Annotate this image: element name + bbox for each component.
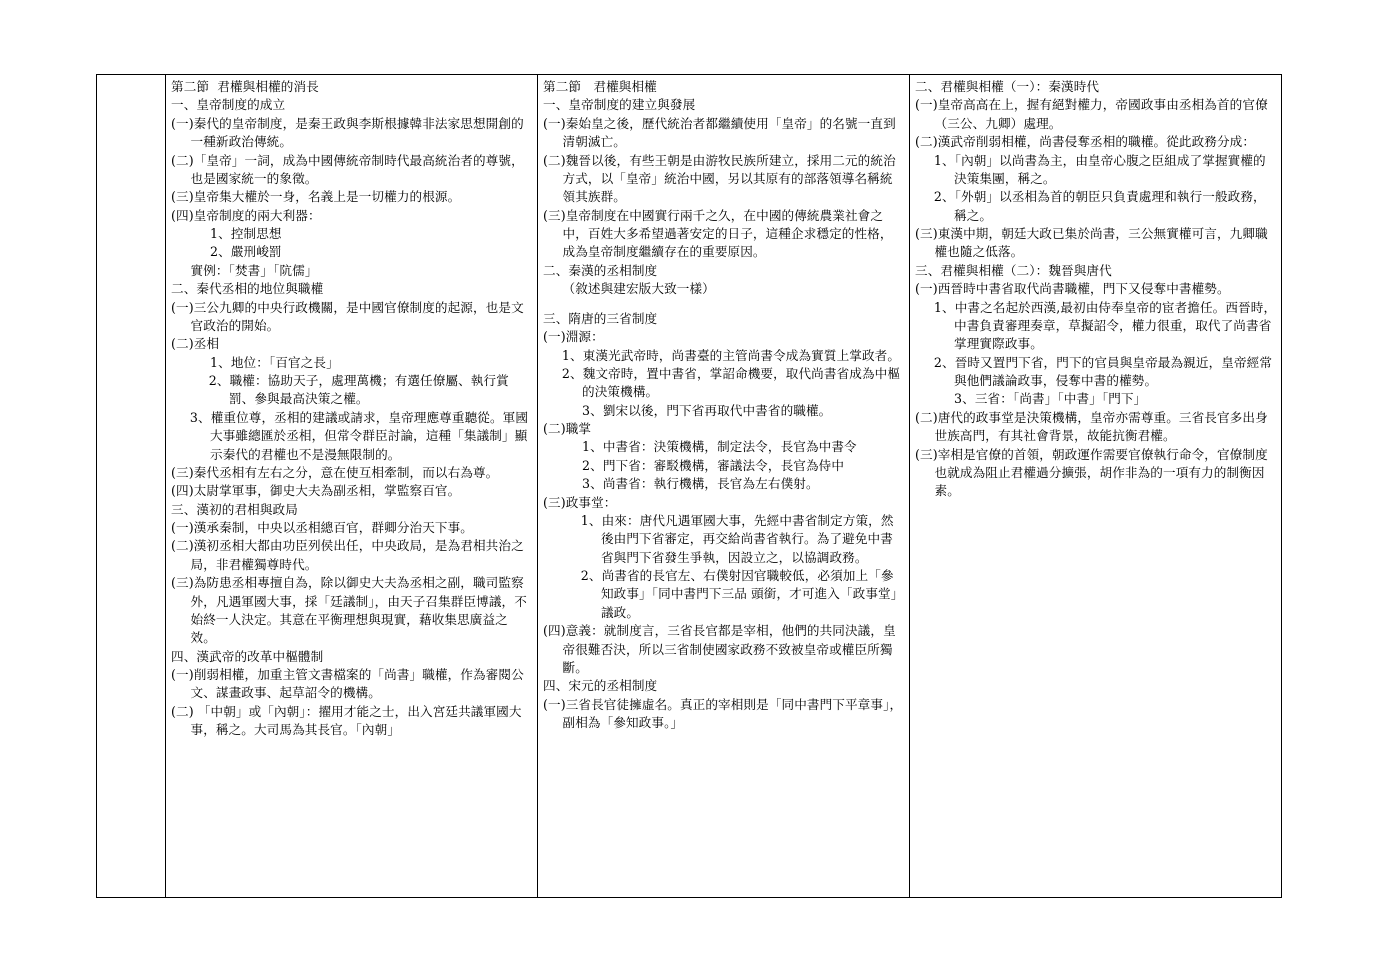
text-line: (一)秦始皇之後，歷代統治者都繼續使用「皇帝」的名號一直到清朝滅亡。: [543, 115, 896, 150]
text-line: (四)皇帝制度的兩大利器：: [171, 207, 321, 223]
text-line: (三)宰相是官僚的首領，朝政運作需要官僚執行命令，官僚制度也就成為阻止君權過分擴張，胡作非為的一項有力的制衡因素。: [915, 446, 1268, 499]
text-line: 3、劉宋以後，門下省再取代中書省的職權。: [582, 402, 832, 418]
text-line: (一)西晉時中書省取代尚書職權，門下又侵奪中書權勢。: [915, 281, 1230, 297]
text-line: (三)政事堂：: [543, 494, 617, 510]
column-three-cell: [910, 75, 1282, 898]
text-line: (四)意義：就制度言，三省長官都是宰相，他們的共同決議，皇帝很難否決，所以三省制使國家政務不致被皇帝或權臣所獨斷。: [543, 623, 896, 675]
text-line: 1、由來：唐代凡遇軍國大事，先經中書省制定方策，然後由門下省審定，再交給尚書省執行。為了避免中書省與門下省發生爭執，因設立之，以協調政務。: [580, 512, 894, 565]
text-line: (一)三省長官徒擁虛名。真正的宰相則是「同中書門下平章事」，副相為「參知政事。」: [543, 696, 903, 731]
text-line: (二) 「中朝」或「內朝」：擢用才能之士，出入宮廷共議軍國大事，稱之。大司馬為其長官。「內朝」: [171, 703, 522, 738]
text-line: (四)太尉掌軍事，御史大夫為副丞相，掌監察百官。: [171, 483, 461, 499]
table-row: [97, 75, 1282, 898]
text-line: 2、魏文帝時，置中書省，掌詔命機要，取代尚書省成為中樞的決策機構。: [561, 365, 901, 400]
text-line: 1、東漢光武帝時，尚書臺的主管尚書令成為實質上掌政者。: [561, 347, 901, 363]
column-two-cell: [538, 75, 910, 898]
text-line: (一)淵源：: [543, 329, 604, 345]
text-line: 1、中書省：決策機構，制定法令，長官為中書令: [582, 439, 857, 455]
text-line: 2、職權：協助天子，處理萬機；有選任僚屬、執行賞罰、參與最高決策之權。: [208, 373, 509, 407]
text-line: 第二節 君權與相權的消長: [171, 79, 319, 94]
text-line: 三、君權與相權（二）：魏晉與唐代: [915, 262, 1112, 278]
text-line: (三)為防患丞相專擅自為，除以御史大夫為丞相之副，職司監察外，凡遇軍國大事，採「廷議制」，由天子召集群臣博議，不始終一人決定。其意在平衡理想與現實，藉收集思廣益之效。: [171, 575, 527, 646]
text-line: (一)秦代的皇帝制度，是秦王政與李斯根據韓非法家思想開創的一種新政治傳統。: [171, 115, 524, 150]
text-line: (三)秦代丞相有左右之分，意在使互相牽制，而以右為尊。: [171, 464, 499, 480]
margin-cell: [97, 75, 166, 898]
text-line: 實例：「焚書」「阬儒」: [190, 262, 318, 278]
text-line: (一)三公九卿的中央行政機關，是中國官僚制度的起源，也是文官政治的開始。: [171, 299, 524, 333]
text-line: 2、嚴刑峻罰: [210, 244, 282, 260]
text-line: (二)「皇帝」一詞，成為中國傳統帝制時代最高統治者的尊號，也是國家統一的象徵。: [171, 152, 524, 186]
text-line: 1、中書之名起於西漢,最初由侍奉皇帝的宦者擔任。西晉時，中書負責審理奏章，草擬詔令，權力很重，取代了尚書省掌理實際政事。: [933, 299, 1277, 352]
text-line: 一、皇帝制度的成立: [171, 97, 286, 113]
text-line: 2、「外朝」以丞相為首的朝臣只負責處理和執行一般政務，稱之。: [933, 189, 1266, 223]
text-line: 1、「內朝」以尚書為主，由皇帝心腹之臣組成了掌握實權的決策集團，稱之。: [933, 152, 1266, 186]
text-line: 二、秦漢的丞相制度: [543, 262, 658, 278]
text-line: 1、地位：「百官之長」: [210, 354, 339, 370]
text-line: 二、秦代丞相的地位與職權: [171, 281, 324, 297]
text-line: (一)漢承秦制，中央以丞相總百官，群卿分治天下事。: [171, 520, 473, 535]
text-line: (二)丞相: [171, 336, 220, 352]
notes-table: [96, 74, 1282, 898]
text-line: [543, 299, 905, 310]
text-line: (三)東漢中期，朝廷大政已集於尚書，三公無實權可言，九卿職權也隨之低落。: [915, 226, 1268, 260]
text-line: 3、尚書省：執行機構，長官為左右僕射。: [582, 476, 819, 492]
text-line: (二)魏晉以後，有些王朝是由游牧民族所建立，採用二元的統治方式，以「皇帝」統治中國，另以其原有的部落領導名稱統領其族群。: [543, 152, 896, 205]
text-line: (三)皇帝集大權於一身，名義上是一切權力的根源。: [171, 189, 461, 205]
text-line: 2、門下省：審駁機構，審議法令，長官為侍中: [582, 457, 845, 473]
text-line: (二)漢初丞相大都由功臣列侯出任，中央政局，是為君相共治之局，非君權獨尊時代。: [171, 538, 524, 572]
column-one-cell: [166, 75, 538, 898]
text-line: 2、尚書省的長官左、右僕射因官職較低，必須加上「參知政事」「同中書門下三品 頭銜，才可進入「政事堂」議政。: [580, 568, 904, 620]
column-three-body: [915, 78, 1277, 501]
text-line: 第二節 君權與相權: [543, 79, 657, 94]
text-line: 四、漢武帝的改革中樞體制: [171, 648, 324, 664]
text-line: (一)削弱相權，加重主管文書檔案的「尚書」職權，作為審閱公文、謀畫政事、起草詔令的機構。: [171, 667, 524, 701]
text-line: 一、皇帝制度的建立與發展: [543, 97, 696, 113]
text-line: 2、晉時又置門下省，門下的官員與皇帝最為親近，皇帝經常與他們議論政事，侵奪中書的權勢。: [933, 354, 1273, 388]
text-line: (二)唐代的政事堂是決策機構，皇帝亦需尊重。三省長官多出身世族高門，有其社會背景，故能抗衡君權。: [915, 409, 1268, 444]
text-line: 四、宋元的丞相制度: [543, 678, 658, 694]
text-line: 二、君權與相權（一）：秦漢時代: [915, 79, 1100, 94]
column-one-body: [171, 78, 533, 740]
column-two-body: [543, 78, 905, 732]
text-line: (二)漢武帝削弱相權，尚書侵奪丞相的職權。從此政務分成：: [915, 134, 1256, 150]
text-line: （敘述與建宏版大致一樣）: [562, 281, 715, 297]
text-line: 3、權重位尊，丞相的建議或請求，皇帝理應尊重聽從。軍國大事雖總匯於丞相，但常令群臣討論，這種「集議制」顯示秦代的君權也不是漫無限制的。: [189, 409, 529, 462]
text-line: 1、控制思想: [210, 226, 282, 241]
text-line: 3、三省：「尚書」「中書」「門下」: [954, 391, 1147, 407]
text-line: (一)皇帝高高在上，握有絕對權力，帝國政事由丞相為首的官僚（三公、九卿）處理。: [915, 97, 1268, 131]
text-line: 三、漢初的君相與政局: [171, 501, 298, 517]
text-line: (三)皇帝制度在中國實行兩千之久，在中國的傳統農業社會之中，百姓大多希望過著安定的日子，這種企求穩定的性格，成為皇帝制度繼續存在的重要原因。: [543, 207, 893, 260]
text-line: 三、隋唐的三省制度: [543, 310, 658, 326]
text-line: (二)職掌: [543, 421, 592, 437]
